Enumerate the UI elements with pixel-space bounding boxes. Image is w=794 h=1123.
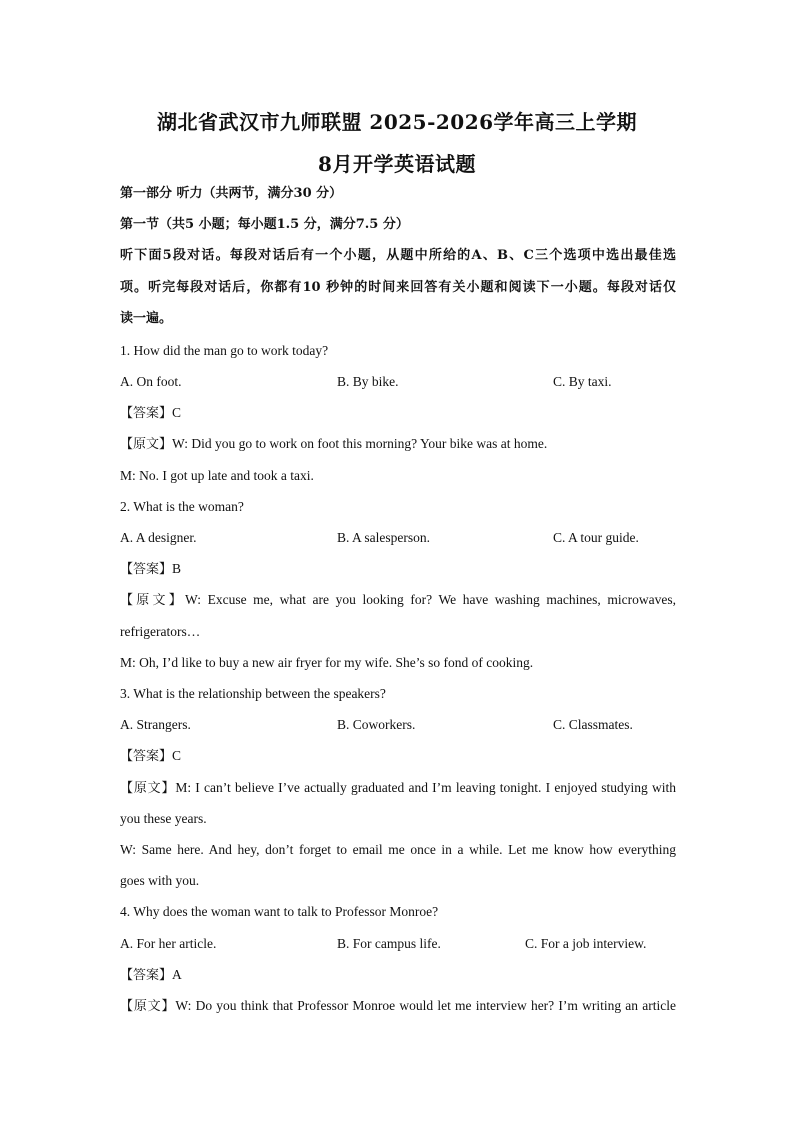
question-4-option-b: B. For campus life. [337, 936, 441, 951]
question-1-text: 1. How did the man go to work today? [120, 343, 329, 358]
transcript-label: 【原文】 [120, 999, 176, 1014]
answer-value: C [172, 405, 182, 420]
document-title-line-1: 湖北省武汉市九师联盟 2025-2026学年高三上学期 [156, 110, 638, 134]
question-2-option-a: A. A designer. [120, 530, 197, 545]
question-3-option-b: B. Coworkers. [337, 717, 416, 732]
question-2-transcript-line-2: M: Oh, I’d like to buy a new air fryer for my wife. She’s so fond of cooking. [120, 655, 534, 670]
question-3-transcript-line-2: W: Same here. And hey, don’t forget to email me once in a while. Let me know how everything [120, 842, 676, 857]
answer-label: 【答案】 [120, 749, 173, 764]
question-2-option-c: C. A tour guide. [553, 530, 639, 545]
question-4-option-a: A. For her article. [120, 936, 217, 951]
question-3-option-c: C. Classmates. [553, 717, 633, 732]
question-3-option-a: A. Strangers. [120, 717, 191, 732]
question-4-option-c: C. For a job interview. [525, 936, 647, 951]
answer-label: 【答案】 [120, 968, 173, 983]
transcript-text: M: I can’t believe I’ve actually graduated and I’m leaving tonight. I enjoyed studying with [175, 780, 676, 795]
answer-label: 【答案】 [120, 562, 173, 577]
instructions-line-1: 听下面5段对话。每段对话后有一个小题，从题中所给的A、B、C三个选项中选出最佳选 [120, 248, 676, 263]
question-1-option-b: B. By bike. [337, 374, 399, 389]
question-4-answer [120, 965, 676, 986]
answer-value: B [172, 561, 182, 576]
question-2-text: 2. What is the woman? [120, 499, 244, 514]
question-1-answer [120, 403, 676, 424]
question-2-option-b: B. A salesperson. [337, 530, 430, 545]
transcript-text: W: Do you think that Professor Monroe would let me interview her? I’m writing an article [175, 998, 676, 1013]
transcript-label: 【原文】 [120, 437, 173, 452]
question-3-transcript-line-1-cont: you these years. [120, 811, 207, 826]
question-3-transcript-line-2-cont: goes with you. [120, 873, 200, 888]
question-2-transcript-line-1 [120, 590, 676, 611]
transcript-text: W: Excuse me, what are you looking for? We have washing machines, microwaves, [184, 592, 676, 607]
transcript-text: W: Did you go to work on foot this morning? Your bike was at home. [172, 436, 548, 451]
question-4-text: 4. Why does the woman want to talk to Professor Monroe? [120, 904, 439, 919]
instructions-line-3: 读一遍。 [120, 311, 173, 326]
question-3-text: 3. What is the relationship between the speakers? [120, 686, 386, 701]
transcript-label: 【原文】 [120, 781, 176, 796]
transcript-label: 【原文】 [120, 593, 185, 608]
question-3-transcript-line-1 [120, 778, 676, 799]
instructions-line-2: 项。听完每段对话后，你都有10 秒钟的时间来回答有关小题和阅读下一小题。每段对话仅 [120, 280, 676, 295]
section-heading: 第一节（共5 小题；每小题1.5 分，满分7.5 分） [120, 217, 409, 232]
question-3-answer [120, 746, 676, 767]
answer-value: A [172, 967, 182, 982]
document-title-line-2: 8月开学英语试题 [318, 152, 476, 176]
question-1-transcript-line-2: M: No. I got up late and took a taxi. [120, 468, 314, 483]
question-1-transcript-line-1 [120, 434, 676, 455]
question-1-option-a: A. On foot. [120, 374, 182, 389]
answer-value: C [172, 748, 182, 763]
answer-label: 【答案】 [120, 406, 173, 421]
question-1-option-c: C. By taxi. [553, 374, 612, 389]
question-4-transcript-line-1 [120, 996, 676, 1017]
question-2-transcript-line-1-cont: refrigerators… [120, 624, 201, 639]
question-2-answer [120, 559, 676, 580]
part-heading: 第一部分 听力（共两节，满分30 分） [120, 186, 343, 201]
